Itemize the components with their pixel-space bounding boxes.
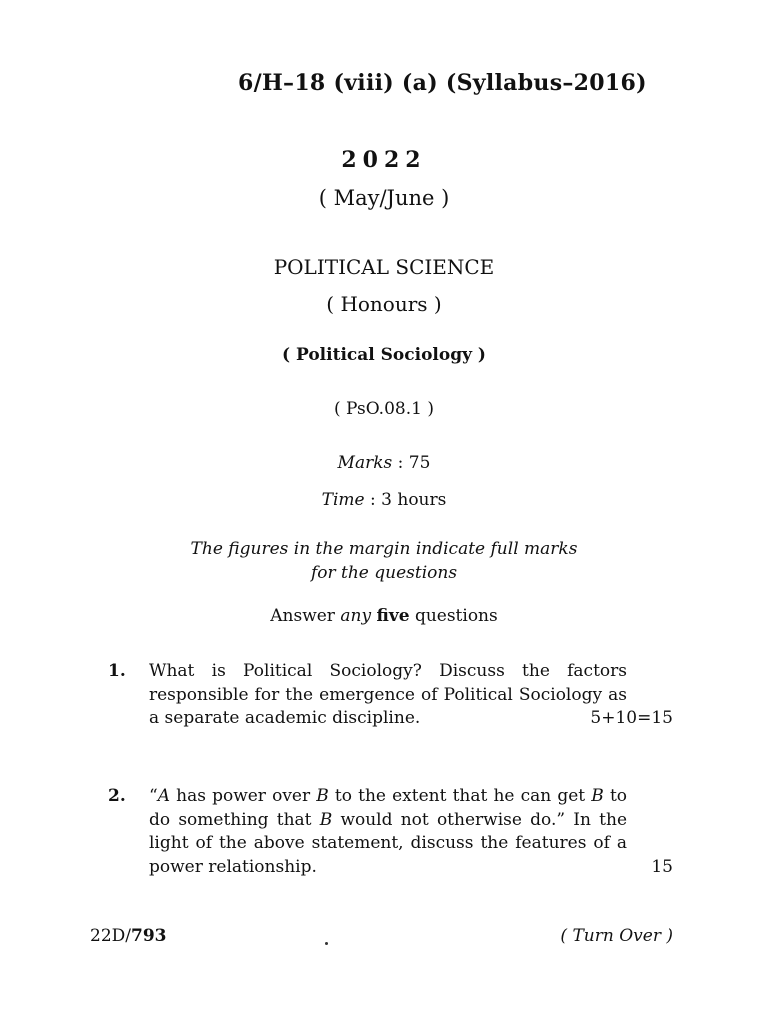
course-code: ( PsO.08.1 ) — [334, 399, 434, 419]
question-1 — [108, 660, 673, 731]
time-allowed: Time : 3 hours — [321, 490, 447, 510]
question-number: 2. — [108, 786, 126, 806]
question-marks: 5+10=15 — [590, 708, 673, 728]
marks-label: Marks — [337, 453, 393, 473]
answer-instruction: Answer any five questions — [270, 606, 498, 626]
time-value: 3 hours — [381, 490, 447, 510]
question-text: “A has power over B to the extent that he can get B to do something that B would not otherwise do.” In the light of the above statement, discuss the features of a power relationship. — [149, 786, 628, 877]
question-number: 1. — [108, 661, 126, 681]
course-level: ( Honours ) — [326, 292, 442, 316]
time-label: Time — [321, 490, 365, 510]
exam-session: ( May/June ) — [318, 186, 450, 210]
question-text: What is Political Sociology? Discuss the factors responsible for the emergence of Political Sociology as a separate academic discipline. — [149, 661, 627, 728]
paper-code: 6/H–18 (viii) (a) (Syllabus–2016) — [238, 70, 647, 96]
paper-serial: 22D/793 — [90, 926, 167, 946]
turn-over-note: ( Turn Over ) — [560, 926, 673, 946]
page-dot — [325, 942, 328, 945]
marks-note — [0, 537, 768, 585]
exam-year: 2022 — [341, 147, 427, 173]
question-marks: 15 — [651, 856, 673, 877]
full-marks: Marks : 75 — [337, 453, 431, 473]
question-2 — [108, 785, 673, 879]
marks-note-line2: for the questions — [310, 563, 458, 583]
marks-value: 75 — [408, 453, 431, 473]
paper-title: ( Political Sociology ) — [282, 345, 486, 365]
subject-title: POLITICAL SCIENCE — [273, 255, 495, 279]
marks-note-line1: The figures in the margin indicate full marks — [190, 539, 578, 559]
